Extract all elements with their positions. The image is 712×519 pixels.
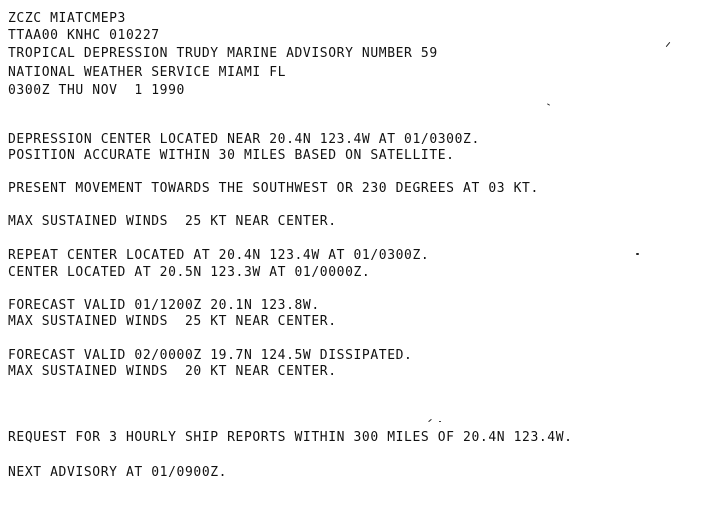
forecast-1-winds: MAX SUSTAINED WINDS 25 KT NEAR CENTER. xyxy=(8,314,337,329)
center-line-location: DEPRESSION CENTER LOCATED NEAR 20.4N 123.4W AT 01/0300Z. xyxy=(8,132,480,147)
forecast-1-position: FORECAST VALID 01/1200Z 20.1N 123.8W. xyxy=(8,298,320,313)
scan-mark-right-middle xyxy=(636,253,639,255)
forecast-2-position: FORECAST VALID 02/0000Z 19.7N 124.5W DISSIPATED. xyxy=(8,348,413,363)
header-line-title: TROPICAL DEPRESSION TRUDY MARINE ADVISORY NUMBER 59 xyxy=(8,46,438,61)
header-line-id: ZCZC MIATCMEP3 xyxy=(8,11,126,26)
forecast-2-winds: MAX SUSTAINED WINDS 20 KT NEAR CENTER. xyxy=(8,364,337,379)
header-line-office: NATIONAL WEATHER SERVICE MIAMI FL xyxy=(8,65,287,80)
center-line-accuracy: POSITION ACCURATE WITHIN 30 MILES BASED ON SATELLITE. xyxy=(8,148,455,163)
next-advisory-line: NEXT ADVISORY AT 01/0900Z. xyxy=(8,465,228,480)
scan-mark-top-right xyxy=(666,42,671,47)
ship-report-request-line: REQUEST FOR 3 HOURLY SHIP REPORTS WITHIN 300 MILES OF 20.4N 123.4W. xyxy=(8,430,573,445)
header-line-wmo: TTAA00 KNHC 010227 xyxy=(8,28,160,43)
scan-mark-lower-middle-2 xyxy=(439,421,441,422)
repeat-line-previous: CENTER LOCATED AT 20.5N 123.3W AT 01/0000Z. xyxy=(8,265,371,280)
movement-line: PRESENT MOVEMENT TOWARDS THE SOUTHWEST OR 230 DEGREES AT 03 KT. xyxy=(8,181,539,196)
max-winds-line: MAX SUSTAINED WINDS 25 KT NEAR CENTER. xyxy=(8,214,337,229)
scan-mark-lower-middle xyxy=(428,419,432,422)
scan-mark-upper-middle xyxy=(547,103,550,105)
header-line-datetime: 0300Z THU NOV 1 1990 xyxy=(8,83,185,98)
repeat-line-current: REPEAT CENTER LOCATED AT 20.4N 123.4W AT 01/0300Z. xyxy=(8,248,430,263)
